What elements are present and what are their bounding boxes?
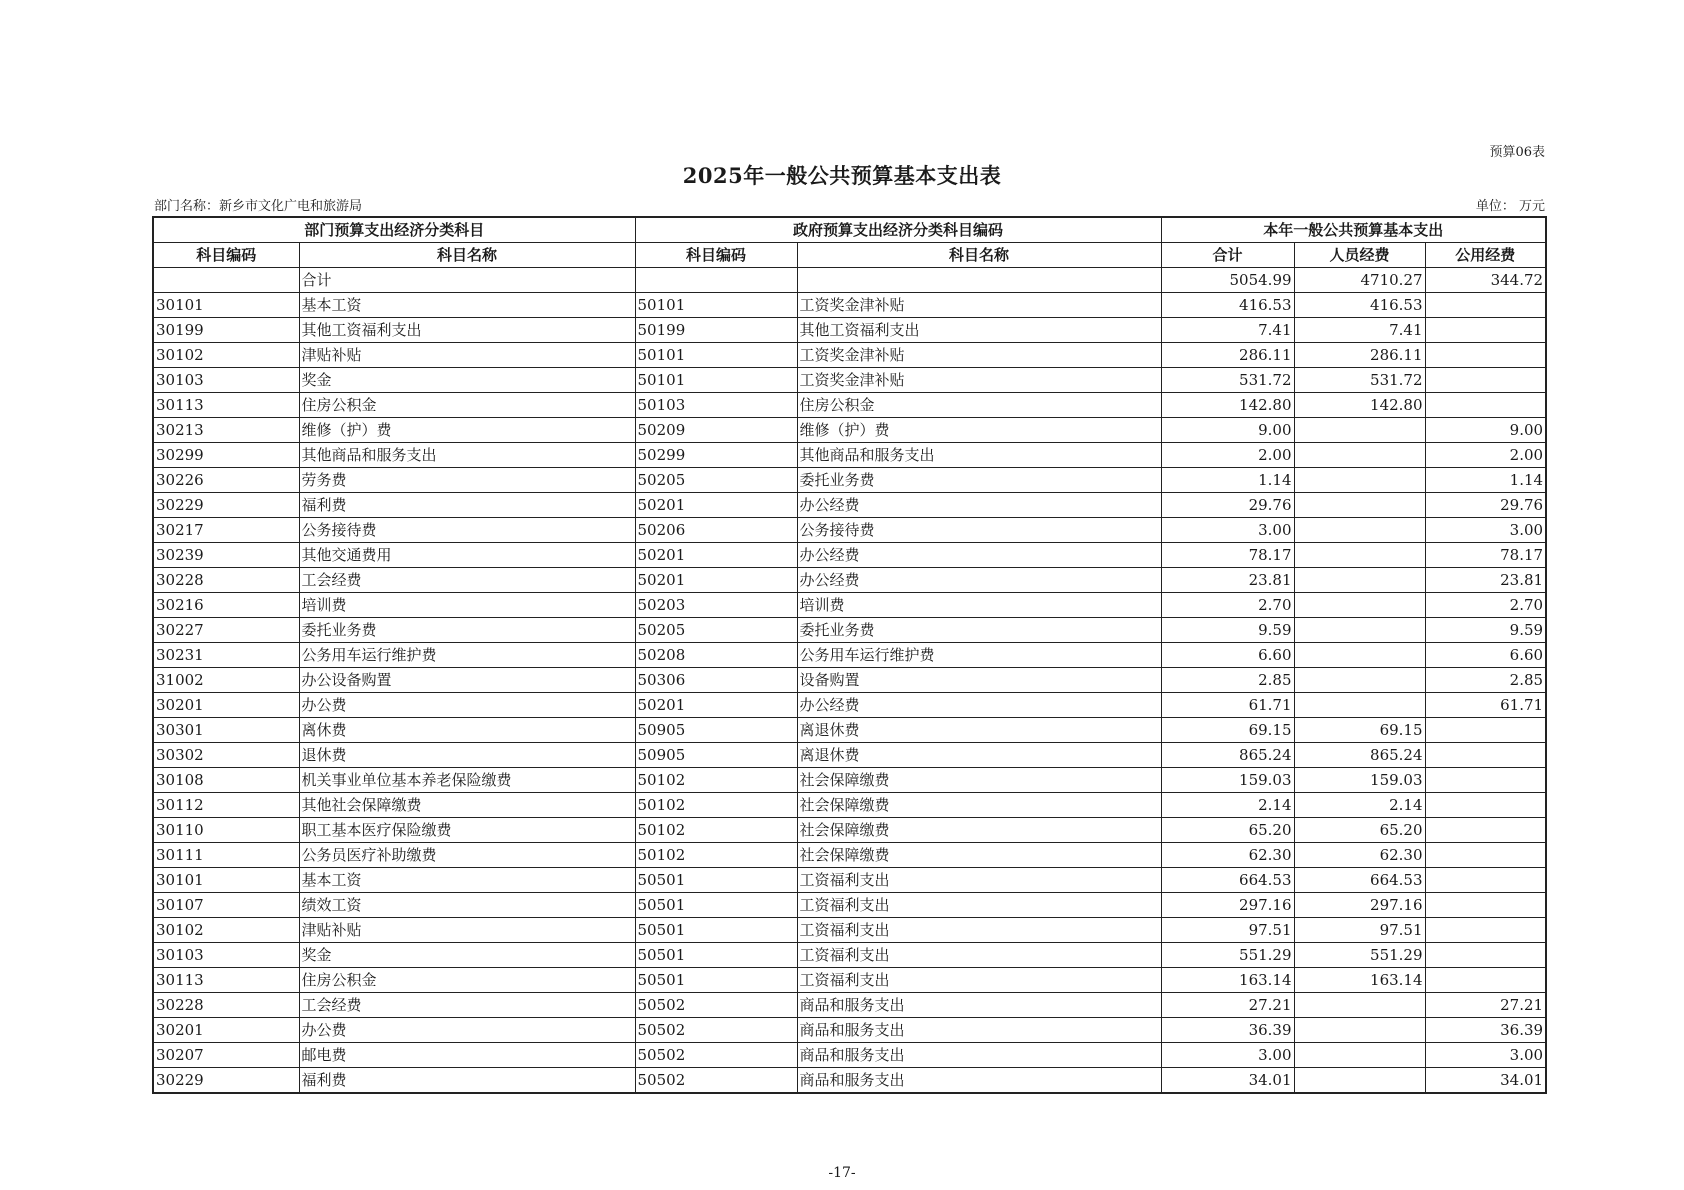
department-name: 部门名称：新乡市文化广电和旅游局 <box>154 199 363 214</box>
dept-name-cell: 公务员医疗补助缴费 <box>299 843 635 868</box>
total-cell: 9.00 <box>1161 418 1294 443</box>
total-cell: 3.00 <box>1161 518 1294 543</box>
public-cell <box>1425 293 1546 318</box>
total-cell: 531.72 <box>1161 368 1294 393</box>
dept-code-cell: 30213 <box>153 418 299 443</box>
gov-name-cell: 办公经费 <box>797 693 1161 718</box>
total-cell: 27.21 <box>1161 993 1294 1018</box>
public-cell <box>1425 343 1546 368</box>
personnel-cell: 4710.27 <box>1294 268 1425 293</box>
gov-name-cell: 离退休费 <box>797 743 1161 768</box>
gov-name-cell: 商品和服务支出 <box>797 993 1161 1018</box>
gov-code-cell: 50102 <box>635 768 797 793</box>
personnel-cell: 416.53 <box>1294 293 1425 318</box>
dept-name-cell: 办公费 <box>299 693 635 718</box>
dept-name-cell: 住房公积金 <box>299 393 635 418</box>
table-row <box>153 643 1546 668</box>
gov-name-cell: 商品和服务支出 <box>797 1068 1161 1094</box>
dept-code-cell: 30228 <box>153 568 299 593</box>
public-cell: 3.00 <box>1425 518 1546 543</box>
gov-code-cell: 50102 <box>635 793 797 818</box>
table-row <box>153 543 1546 568</box>
total-cell: 163.14 <box>1161 968 1294 993</box>
dept-code-cell: 30201 <box>153 1018 299 1043</box>
gov-name-cell: 商品和服务支出 <box>797 1018 1161 1043</box>
gov-name-cell: 工资奖金津补贴 <box>797 343 1161 368</box>
public-cell <box>1425 843 1546 868</box>
dept-code-cell: 30101 <box>153 868 299 893</box>
table-row <box>153 343 1546 368</box>
table-row <box>153 943 1546 968</box>
public-cell: 9.00 <box>1425 418 1546 443</box>
dept-name-cell: 合计 <box>299 268 635 293</box>
dept-code-cell: 30216 <box>153 593 299 618</box>
total-cell: 62.30 <box>1161 843 1294 868</box>
gov-name-cell: 工资福利支出 <box>797 968 1161 993</box>
gov-code-cell: 50502 <box>635 1043 797 1068</box>
gov-name-cell: 工资奖金津补贴 <box>797 293 1161 318</box>
page-title: 2025年一般公共预算基本支出表 <box>682 163 1002 188</box>
group-header-gov-econ-class: 政府预算支出经济分类科目编码 <box>635 217 1161 243</box>
total-cell: 2.85 <box>1161 668 1294 693</box>
dept-code-cell: 30108 <box>153 768 299 793</box>
total-cell: 65.20 <box>1161 818 1294 843</box>
gov-name-cell: 住房公积金 <box>797 393 1161 418</box>
public-cell: 29.76 <box>1425 493 1546 518</box>
gov-code-cell: 50201 <box>635 493 797 518</box>
gov-name-cell: 公务接待费 <box>797 518 1161 543</box>
gov-name-cell: 社会保障缴费 <box>797 793 1161 818</box>
dept-code-cell: 30227 <box>153 618 299 643</box>
personnel-cell <box>1294 618 1425 643</box>
dept-name-cell: 办公设备购置 <box>299 668 635 693</box>
table-row <box>153 993 1546 1018</box>
total-cell: 5054.99 <box>1161 268 1294 293</box>
table-row <box>153 418 1546 443</box>
gov-code-cell: 50101 <box>635 368 797 393</box>
gov-code-cell <box>635 268 797 293</box>
personnel-cell <box>1294 443 1425 468</box>
dept-code-cell <box>153 268 299 293</box>
dept-name-cell: 其他社会保障缴费 <box>299 793 635 818</box>
dept-code-cell: 30111 <box>153 843 299 868</box>
gov-code-cell: 50101 <box>635 293 797 318</box>
personnel-cell: 97.51 <box>1294 918 1425 943</box>
table-row <box>153 293 1546 318</box>
dept-code-cell: 30301 <box>153 718 299 743</box>
column-header: 公用经费 <box>1425 243 1546 268</box>
dept-name-cell: 邮电费 <box>299 1043 635 1068</box>
total-cell: 1.14 <box>1161 468 1294 493</box>
public-cell: 2.85 <box>1425 668 1546 693</box>
table-row <box>153 1018 1546 1043</box>
personnel-cell <box>1294 668 1425 693</box>
dept-code-cell: 30228 <box>153 993 299 1018</box>
table-row <box>153 843 1546 868</box>
public-cell <box>1425 718 1546 743</box>
personnel-cell: 142.80 <box>1294 393 1425 418</box>
dept-name-cell: 奖金 <box>299 368 635 393</box>
gov-code-cell: 50905 <box>635 718 797 743</box>
total-cell: 297.16 <box>1161 893 1294 918</box>
personnel-cell: 7.41 <box>1294 318 1425 343</box>
gov-code-cell: 50209 <box>635 418 797 443</box>
gov-name-cell: 委托业务费 <box>797 618 1161 643</box>
gov-name-cell: 工资福利支出 <box>797 943 1161 968</box>
personnel-cell: 551.29 <box>1294 943 1425 968</box>
gov-name-cell: 公务用车运行维护费 <box>797 643 1161 668</box>
public-cell: 6.60 <box>1425 643 1546 668</box>
total-cell: 2.70 <box>1161 593 1294 618</box>
gov-name-cell: 社会保障缴费 <box>797 768 1161 793</box>
table-row <box>153 468 1546 493</box>
public-cell <box>1425 918 1546 943</box>
gov-name-cell: 委托业务费 <box>797 468 1161 493</box>
personnel-cell <box>1294 643 1425 668</box>
gov-name-cell: 办公经费 <box>797 543 1161 568</box>
dept-name-cell: 绩效工资 <box>299 893 635 918</box>
total-cell: 2.00 <box>1161 443 1294 468</box>
gov-name-cell: 商品和服务支出 <box>797 1043 1161 1068</box>
gov-code-cell: 50501 <box>635 918 797 943</box>
gov-code-cell: 50502 <box>635 1018 797 1043</box>
table-row <box>153 568 1546 593</box>
total-cell: 97.51 <box>1161 918 1294 943</box>
table-row <box>153 743 1546 768</box>
gov-code-cell: 50205 <box>635 618 797 643</box>
personnel-cell: 159.03 <box>1294 768 1425 793</box>
unit-label: 单位： 万元 <box>1475 199 1545 214</box>
group-header-dept-econ-class: 部门预算支出经济分类科目 <box>153 217 635 243</box>
gov-name-cell <box>797 268 1161 293</box>
gov-code-cell: 50502 <box>635 1068 797 1094</box>
public-cell: 36.39 <box>1425 1018 1546 1043</box>
table-row <box>153 493 1546 518</box>
table-row <box>153 368 1546 393</box>
dept-name-cell: 工会经费 <box>299 568 635 593</box>
gov-code-cell: 50501 <box>635 943 797 968</box>
gov-name-cell: 社会保障缴费 <box>797 818 1161 843</box>
table-row <box>153 318 1546 343</box>
gov-code-cell: 50501 <box>635 968 797 993</box>
dept-name-cell: 其他工资福利支出 <box>299 318 635 343</box>
gov-code-cell: 50201 <box>635 693 797 718</box>
dept-code-cell: 30239 <box>153 543 299 568</box>
personnel-cell <box>1294 1068 1425 1094</box>
total-cell: 6.60 <box>1161 643 1294 668</box>
dept-name-cell: 基本工资 <box>299 293 635 318</box>
personnel-cell <box>1294 418 1425 443</box>
gov-code-cell: 50299 <box>635 443 797 468</box>
personnel-cell: 286.11 <box>1294 343 1425 368</box>
gov-code-cell: 50306 <box>635 668 797 693</box>
personnel-cell <box>1294 993 1425 1018</box>
gov-code-cell: 50101 <box>635 343 797 368</box>
personnel-cell: 531.72 <box>1294 368 1425 393</box>
public-cell: 34.01 <box>1425 1068 1546 1094</box>
public-cell: 27.21 <box>1425 993 1546 1018</box>
dept-name-cell: 职工基本医疗保险缴费 <box>299 818 635 843</box>
table-row <box>153 393 1546 418</box>
total-cell: 61.71 <box>1161 693 1294 718</box>
table-row <box>153 793 1546 818</box>
dept-name-cell: 基本工资 <box>299 868 635 893</box>
gov-name-cell: 培训费 <box>797 593 1161 618</box>
personnel-cell <box>1294 1043 1425 1068</box>
gov-name-cell: 工资奖金津补贴 <box>797 368 1161 393</box>
total-cell: 23.81 <box>1161 568 1294 593</box>
public-cell <box>1425 743 1546 768</box>
personnel-cell: 297.16 <box>1294 893 1425 918</box>
table-body <box>153 268 1546 1094</box>
column-header: 人员经费 <box>1294 243 1425 268</box>
public-cell: 78.17 <box>1425 543 1546 568</box>
table-row <box>153 268 1546 293</box>
personnel-cell <box>1294 693 1425 718</box>
dept-name-cell: 培训费 <box>299 593 635 618</box>
table-row <box>153 718 1546 743</box>
total-cell: 69.15 <box>1161 718 1294 743</box>
dept-name-cell: 公务用车运行维护费 <box>299 643 635 668</box>
public-cell: 3.00 <box>1425 1043 1546 1068</box>
table-row <box>153 668 1546 693</box>
personnel-cell: 664.53 <box>1294 868 1425 893</box>
dept-name-cell: 住房公积金 <box>299 968 635 993</box>
dept-code-cell: 30112 <box>153 793 299 818</box>
gov-name-cell: 社会保障缴费 <box>797 843 1161 868</box>
gov-code-cell: 50502 <box>635 993 797 1018</box>
dept-name-cell: 工会经费 <box>299 993 635 1018</box>
personnel-cell <box>1294 518 1425 543</box>
public-cell: 61.71 <box>1425 693 1546 718</box>
public-cell <box>1425 968 1546 993</box>
table-row <box>153 693 1546 718</box>
table-row <box>153 593 1546 618</box>
table-row <box>153 818 1546 843</box>
gov-code-cell: 50203 <box>635 593 797 618</box>
table-row <box>153 768 1546 793</box>
personnel-cell <box>1294 468 1425 493</box>
budget-table <box>152 216 1547 1094</box>
table-row <box>153 518 1546 543</box>
dept-code-cell: 30231 <box>153 643 299 668</box>
dept-name-cell: 其他商品和服务支出 <box>299 443 635 468</box>
personnel-cell <box>1294 593 1425 618</box>
public-cell <box>1425 868 1546 893</box>
total-cell: 36.39 <box>1161 1018 1294 1043</box>
dept-code-cell: 30199 <box>153 318 299 343</box>
dept-code-cell: 30226 <box>153 468 299 493</box>
total-cell: 286.11 <box>1161 343 1294 368</box>
gov-name-cell: 其他工资福利支出 <box>797 318 1161 343</box>
personnel-cell: 69.15 <box>1294 718 1425 743</box>
dept-code-cell: 30113 <box>153 968 299 993</box>
total-cell: 9.59 <box>1161 618 1294 643</box>
gov-name-cell: 维修（护）费 <box>797 418 1161 443</box>
dept-code-cell: 30103 <box>153 368 299 393</box>
total-cell: 142.80 <box>1161 393 1294 418</box>
dept-code-cell: 30107 <box>153 893 299 918</box>
dept-code-cell: 30101 <box>153 293 299 318</box>
dept-name-cell: 退休费 <box>299 743 635 768</box>
personnel-cell <box>1294 568 1425 593</box>
public-cell: 2.70 <box>1425 593 1546 618</box>
table-row <box>153 893 1546 918</box>
gov-code-cell: 50199 <box>635 318 797 343</box>
gov-name-cell: 办公经费 <box>797 568 1161 593</box>
public-cell: 344.72 <box>1425 268 1546 293</box>
total-cell: 78.17 <box>1161 543 1294 568</box>
total-cell: 664.53 <box>1161 868 1294 893</box>
dept-code-cell: 30113 <box>153 393 299 418</box>
public-cell <box>1425 793 1546 818</box>
gov-name-cell: 离退休费 <box>797 718 1161 743</box>
gov-name-cell: 工资福利支出 <box>797 893 1161 918</box>
page-number: -17- <box>828 1165 856 1181</box>
gov-code-cell: 50208 <box>635 643 797 668</box>
personnel-cell <box>1294 543 1425 568</box>
dept-name-cell: 委托业务费 <box>299 618 635 643</box>
personnel-cell: 62.30 <box>1294 843 1425 868</box>
dept-code-cell: 30201 <box>153 693 299 718</box>
gov-name-cell: 办公经费 <box>797 493 1161 518</box>
table-row <box>153 968 1546 993</box>
total-cell: 2.14 <box>1161 793 1294 818</box>
personnel-cell: 865.24 <box>1294 743 1425 768</box>
total-cell: 29.76 <box>1161 493 1294 518</box>
gov-code-cell: 50201 <box>635 568 797 593</box>
dept-code-cell: 30102 <box>153 918 299 943</box>
table-row <box>153 918 1546 943</box>
dept-code-cell: 30217 <box>153 518 299 543</box>
group-header-row <box>153 217 1546 243</box>
gov-code-cell: 50205 <box>635 468 797 493</box>
gov-name-cell: 设备购置 <box>797 668 1161 693</box>
gov-code-cell: 50905 <box>635 743 797 768</box>
public-cell <box>1425 893 1546 918</box>
total-cell: 416.53 <box>1161 293 1294 318</box>
column-header: 科目编码 <box>153 243 299 268</box>
personnel-cell <box>1294 1018 1425 1043</box>
dept-code-cell: 30229 <box>153 1068 299 1094</box>
dept-code-cell: 30102 <box>153 343 299 368</box>
dept-name-cell: 福利费 <box>299 493 635 518</box>
total-cell: 551.29 <box>1161 943 1294 968</box>
public-cell <box>1425 393 1546 418</box>
total-cell: 34.01 <box>1161 1068 1294 1094</box>
public-cell <box>1425 768 1546 793</box>
column-header: 科目名称 <box>299 243 635 268</box>
dept-code-cell: 30103 <box>153 943 299 968</box>
total-cell: 3.00 <box>1161 1043 1294 1068</box>
dept-code-cell: 30299 <box>153 443 299 468</box>
dept-name-cell: 维修（护）费 <box>299 418 635 443</box>
gov-code-cell: 50501 <box>635 893 797 918</box>
dept-name-cell: 劳务费 <box>299 468 635 493</box>
public-cell <box>1425 818 1546 843</box>
dept-name-cell: 奖金 <box>299 943 635 968</box>
gov-name-cell: 其他商品和服务支出 <box>797 443 1161 468</box>
public-cell: 23.81 <box>1425 568 1546 593</box>
gov-name-cell: 工资福利支出 <box>797 868 1161 893</box>
personnel-cell: 163.14 <box>1294 968 1425 993</box>
group-header-basic-expenditure: 本年一般公共预算基本支出 <box>1161 217 1546 243</box>
gov-name-cell: 工资福利支出 <box>797 918 1161 943</box>
total-cell: 159.03 <box>1161 768 1294 793</box>
personnel-cell <box>1294 493 1425 518</box>
personnel-cell: 65.20 <box>1294 818 1425 843</box>
column-header: 科目名称 <box>797 243 1161 268</box>
table-row <box>153 1068 1546 1094</box>
gov-code-cell: 50501 <box>635 868 797 893</box>
public-cell: 9.59 <box>1425 618 1546 643</box>
dept-code-cell: 30207 <box>153 1043 299 1068</box>
dept-name-cell: 津贴补贴 <box>299 343 635 368</box>
personnel-cell: 2.14 <box>1294 793 1425 818</box>
dept-name-cell: 离休费 <box>299 718 635 743</box>
public-cell: 2.00 <box>1425 443 1546 468</box>
table-row <box>153 868 1546 893</box>
dept-name-cell: 其他交通费用 <box>299 543 635 568</box>
column-header-row <box>153 243 1546 268</box>
column-header: 合计 <box>1161 243 1294 268</box>
table-row <box>153 1043 1546 1068</box>
total-cell: 7.41 <box>1161 318 1294 343</box>
public-cell <box>1425 368 1546 393</box>
gov-code-cell: 50103 <box>635 393 797 418</box>
dept-name-cell: 公务接待费 <box>299 518 635 543</box>
dept-name-cell: 机关事业单位基本养老保险缴费 <box>299 768 635 793</box>
public-cell <box>1425 318 1546 343</box>
gov-code-cell: 50102 <box>635 818 797 843</box>
dept-code-cell: 30110 <box>153 818 299 843</box>
table-row <box>153 618 1546 643</box>
gov-code-cell: 50102 <box>635 843 797 868</box>
dept-name-cell: 津贴补贴 <box>299 918 635 943</box>
public-cell: 1.14 <box>1425 468 1546 493</box>
column-header: 科目编码 <box>635 243 797 268</box>
public-cell <box>1425 943 1546 968</box>
gov-code-cell: 50201 <box>635 543 797 568</box>
total-cell: 865.24 <box>1161 743 1294 768</box>
dept-code-cell: 30302 <box>153 743 299 768</box>
dept-name-cell: 办公费 <box>299 1018 635 1043</box>
dept-code-cell: 30229 <box>153 493 299 518</box>
dept-name-cell: 福利费 <box>299 1068 635 1094</box>
table-row <box>153 443 1546 468</box>
dept-code-cell: 31002 <box>153 668 299 693</box>
gov-code-cell: 50206 <box>635 518 797 543</box>
table-number: 预算06表 <box>1489 145 1545 160</box>
